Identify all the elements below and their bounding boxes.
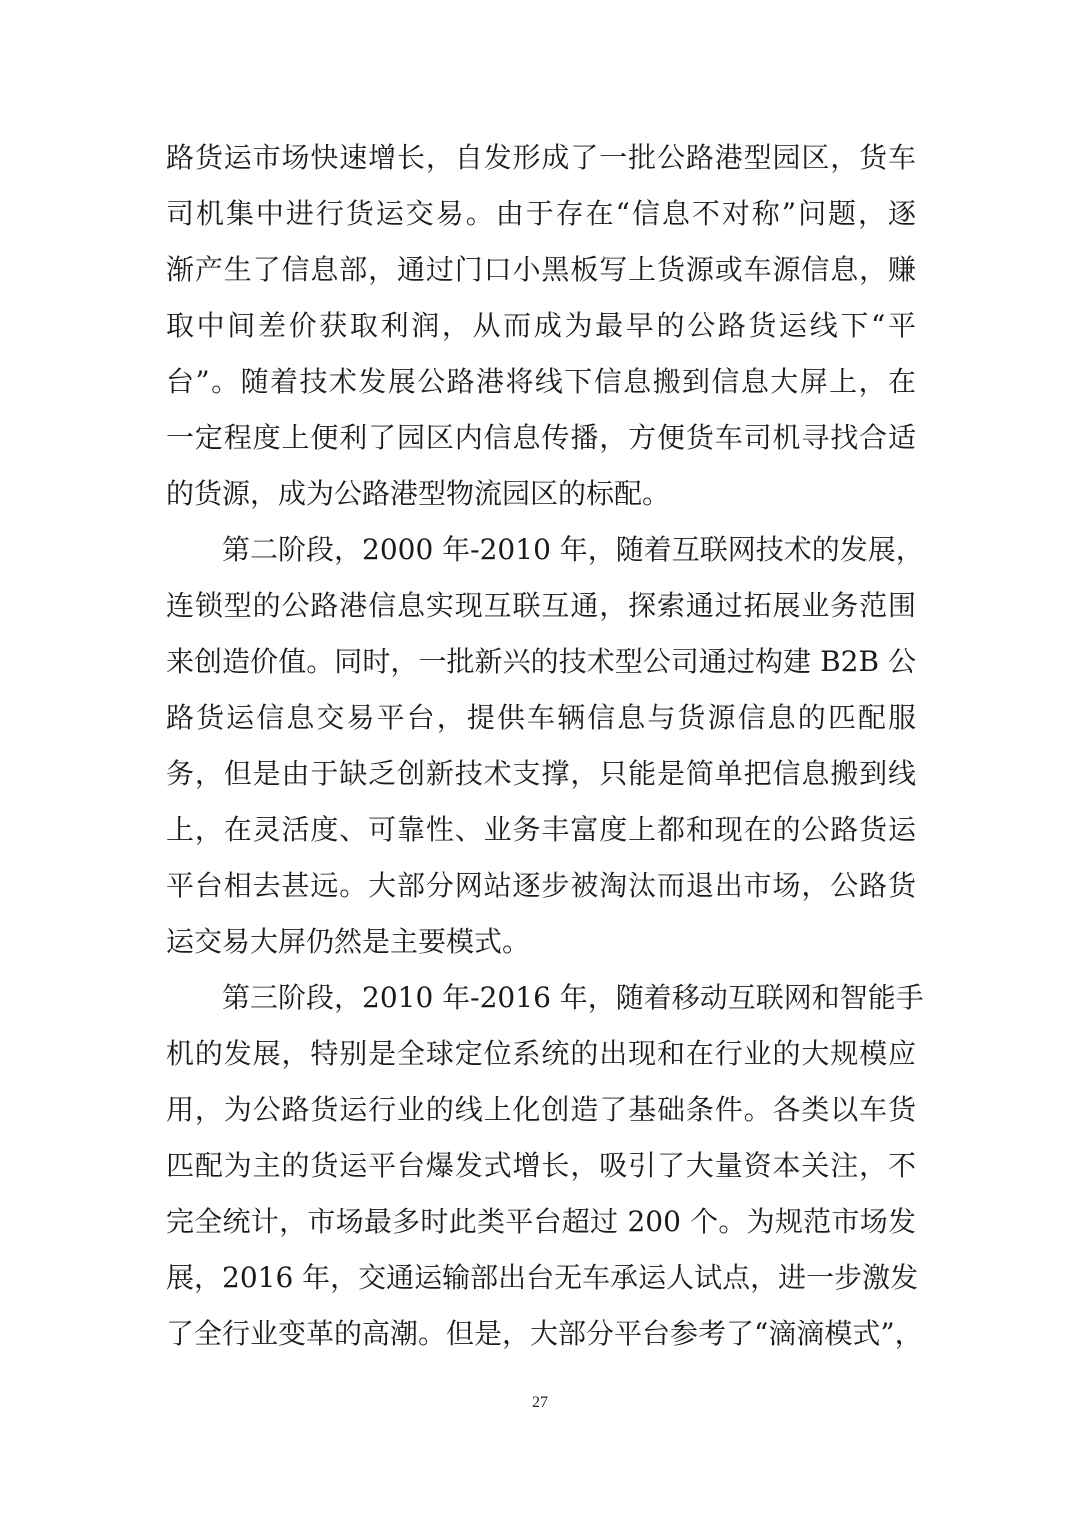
paragraph-2-line-6: 上，在灵活度、可靠性、业务丰富度上都和现在的公路货运: [166, 813, 916, 846]
body-text: [166, 130, 924, 1362]
paragraph-3-line-5: 完全统计，市场最多时此类平台超过 200 个。为规范市场发: [166, 1205, 916, 1238]
paragraph-3-line-6: 展，2016 年，交通运输部出台无车承运人试点，进一步激发: [166, 1261, 919, 1294]
paragraph-3-line-3: 用，为公路货运行业的线上化创造了基础条件。各类以车货: [166, 1093, 916, 1126]
page-number: 27: [532, 1394, 548, 1411]
paragraph-1-line-4: 取中间差价获取利润，从而成为最早的公路货运线下“平: [166, 309, 916, 342]
paragraph-3-line-1: 第三阶段，2010 年-2016 年，随着移动互联网和智能手: [222, 981, 924, 1014]
paragraph-3-line-7: 了全行业变革的高潮。但是，大部分平台参考了“滴滴模式”，: [166, 1317, 923, 1350]
paragraph-1-line-5: 台”。随着技术发展公路港将线下信息搬到信息大屏上，在: [166, 365, 916, 398]
paragraph-2-line-8: 运交易大屏仍然是主要模式。: [166, 925, 531, 958]
paragraph-2-line-7: 平台相去甚远。大部分网站逐步被淘汰而退出市场，公路货: [166, 869, 916, 902]
paragraph-2-line-4: 路货运信息交易平台，提供车辆信息与货源信息的匹配服: [166, 701, 916, 734]
paragraph-1-line-3: 渐产生了信息部，通过门口小黑板写上货源或车源信息，赚: [166, 253, 916, 286]
paragraph-1-line-7: 的货源，成为公路港型物流园区的标配。: [166, 477, 671, 510]
paragraph-1-line-2: 司机集中进行货运交易。由于存在“信息不对称”问题，逐: [166, 197, 916, 230]
paragraph-2-line-2: 连锁型的公路港信息实现互联互通，探索通过拓展业务范围: [166, 589, 916, 622]
paragraph-1-line-1: 路货运市场快速增长，自发形成了一批公路港型园区，货车: [166, 141, 916, 174]
paragraph-1-line-6: 一定程度上便利了园区内信息传播，方便货车司机寻找合适: [166, 421, 916, 454]
paragraph-2-line-3: 来创造价值。同时，一批新兴的技术型公司通过构建 B2B 公: [166, 645, 916, 678]
paragraph-3-line-2: 机的发展，特别是全球定位系统的出现和在行业的大规模应: [166, 1037, 916, 1070]
paragraph-3-line-4: 匹配为主的货运平台爆发式增长，吸引了大量资本关注，不: [166, 1149, 916, 1182]
paragraph-2-line-5: 务，但是由于缺乏创新技术支撑，只能是简单把信息搬到线: [166, 757, 916, 790]
paragraph-2-line-1: 第二阶段，2000 年-2010 年，随着互联网技术的发展，: [222, 533, 924, 566]
